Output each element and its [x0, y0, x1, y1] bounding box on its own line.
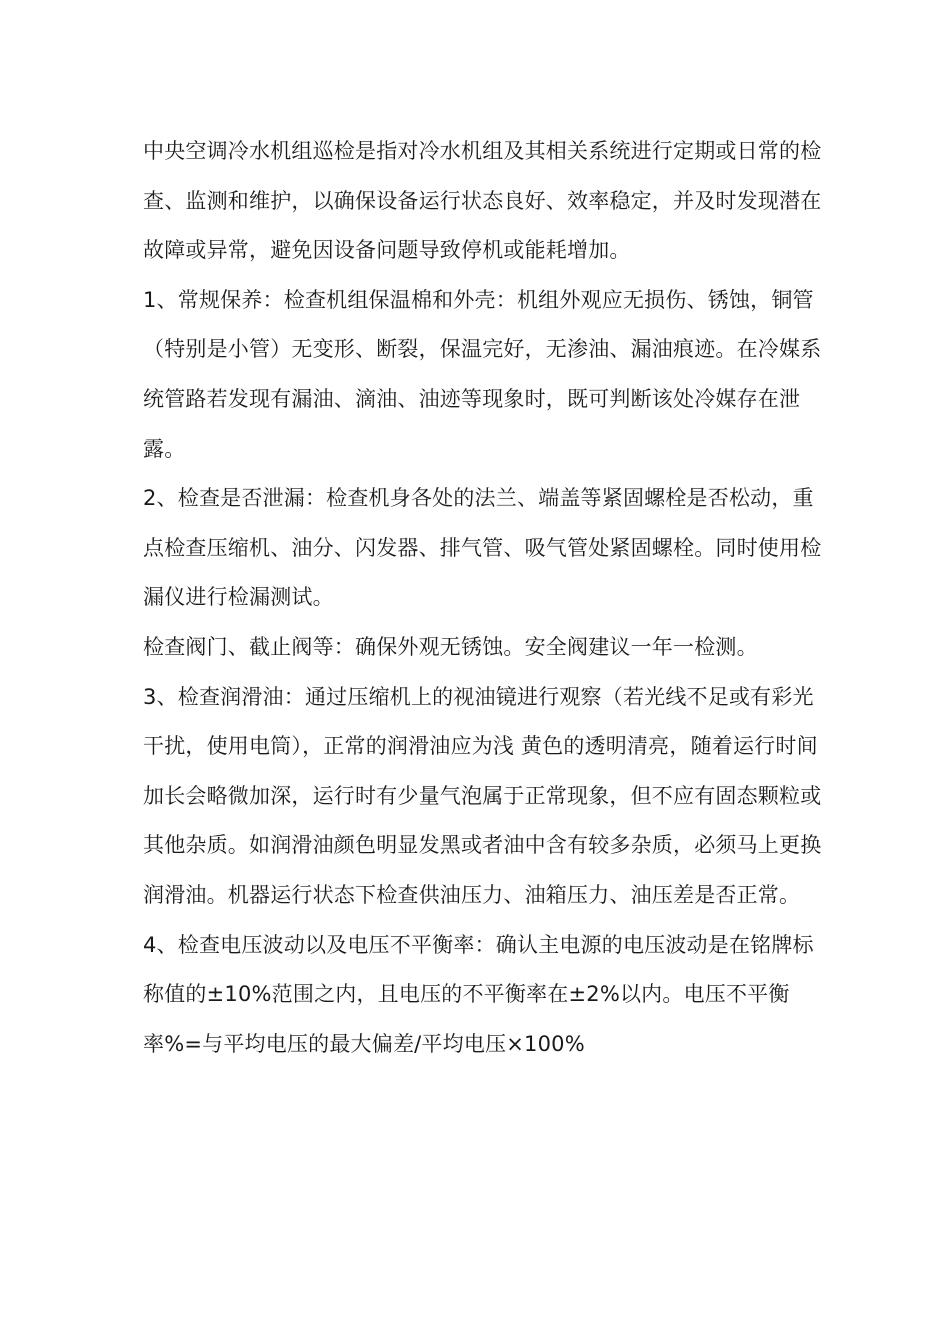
valve-check-paragraph: 检查阀门、截止阀等：确保外观无锈蚀。安全阀建议一年一检测。: [143, 634, 758, 659]
intro-paragraph: 中央空调冷水机组巡检是指对冷水机组及其相关系统进行定期或日常的检查、监测和维护，以确保设备运行状态良好、效率稳定，并及时发现潜在故障或异常，避免因设备问题导致停机或能耗增加。: [143, 139, 822, 263]
routine-maintenance-paragraph: 1、常规保养：检查机组保温棉和外壳：机组外观应无损伤、锈蚀，铜管（特别是小管）无变形、断裂，保温完好，无渗油、漏油痕迹。在冷媒系统管路若发现有漏油、滴油、油迹等现象时，既可判断该处冷媒存在泄露。: [143, 287, 822, 461]
voltage-check-paragraph: 4、检查电压波动以及电压不平衡率：确认主电源的电压波动是在铭牌标称值的±10%范围之内，且电压的不平衡率在±2%以内。电压不平衡率%=与平均电压的最大偏差/平均电压×100%: [143, 932, 814, 1056]
leak-check-paragraph: 2、检查是否泄漏：检查机身各处的法兰、端盖等紧固螺栓是否松动，重点检查压缩机、油分、闪发器、排气管、吸气管处紧固螺栓。同时使用检漏仪进行检漏测试。: [143, 486, 822, 610]
document-body: [143, 127, 829, 1069]
lubricant-check-paragraph: 3、检查润滑油：通过压缩机上的视油镜进行观察（若光线不足或有彩光干扰，使用电筒），正常的润滑油应为浅 黄色的透明清亮，随着运行时间加长会略微加深，运行时有少量气泡属于正常现象，但不应有固态颗粒或 其他杂质。如润滑油颜色明显发黑或者油中含有较多杂质，必须马上更换润滑油。机器运行状态下检查供油压力、油箱压力、油压差是否正常。: [143, 684, 829, 907]
